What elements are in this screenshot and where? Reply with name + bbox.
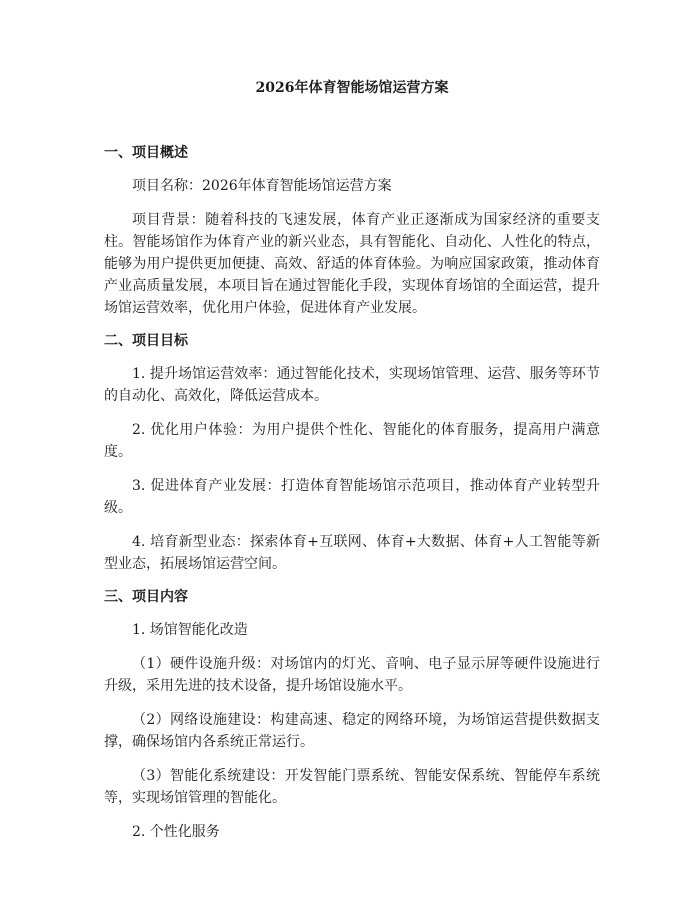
document-body <box>104 143 600 855</box>
section-heading: 三、项目内容 <box>104 589 188 605</box>
paragraph: 2. 优化用户体验：为用户提供个性化、智能化的体育服务，提高用户满意度。 <box>104 422 600 460</box>
paragraph: 1. 提升场馆运营效率：通过智能化技术，实现场馆管理、运营、服务等环节的自动化、高效化，降低运营成本。 <box>104 366 600 404</box>
section-overview <box>104 143 600 319</box>
section-heading: 二、项目目标 <box>104 333 188 349</box>
paragraph: （1）硬件设施升级：对场馆内的灯光、音响、电子显示屏等硬件设施进行升级，采用先进的技术设备，提升场馆设施水平。 <box>104 656 600 694</box>
paragraph: （2）网络设施建设：构建高速、稳定的网络环境，为场馆运营提供数据支撑，确保场馆内各系统正常运行。 <box>104 712 600 750</box>
paragraph: （3）智能化系统建设：开发智能门票系统、智能安保系统、智能停车系统等，实现场馆管理的智能化。 <box>104 768 600 806</box>
paragraph: 1. 场馆智能化改造 <box>132 622 248 638</box>
paragraph: 2. 个性化服务 <box>132 824 220 840</box>
section-content <box>104 587 600 843</box>
section-heading: 一、项目概述 <box>104 145 188 161</box>
document-title: 2026年体育智能场馆运营方案 <box>255 80 449 96</box>
paragraph: 3. 促进体育产业发展：打造体育智能场馆示范项目，推动体育产业转型升级。 <box>104 478 600 516</box>
paragraph: 4. 培育新型业态：探索体育+互联网、体育+大数据、体育+人工智能等新型业态，拓展场馆运营空间。 <box>104 534 600 572</box>
paragraph: 项目背景：随着科技的飞速发展，体育产业正逐渐成为国家经济的重要支柱。智能场馆作为体育产业的新兴业态，具有智能化、自动化、人性化的特点，能够为用户提供更加便捷、高效、舒适的体育体验。为响应国家政策，推动体育产业高质量发展，本项目旨在通过智能化手段，实现体育场馆的全面运营，提升场馆运营效率，优化用户体验，促进体育产业发展。 <box>104 212 600 316</box>
paragraph: 项目名称：2026年体育智能场馆运营方案 <box>132 178 392 194</box>
section-goals <box>104 331 600 575</box>
